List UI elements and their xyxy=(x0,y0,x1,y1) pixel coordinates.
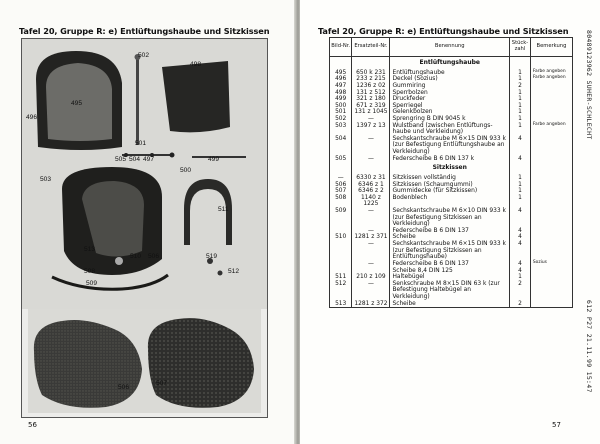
cell-stueckzahl: 1 xyxy=(510,123,531,136)
cell-bemerkung xyxy=(530,103,572,110)
table-row xyxy=(330,281,573,301)
callout-512: 512 xyxy=(228,268,240,275)
cell-benennung: Entlüftungshaube xyxy=(390,70,510,77)
cell-bemerkung xyxy=(530,195,572,208)
table-row xyxy=(330,156,573,163)
cell-stueckzahl: 2 xyxy=(510,83,531,90)
callout-509: 509 xyxy=(86,280,98,287)
cell-bild-nr xyxy=(330,241,352,261)
cell-benennung: Federscheibe B 6 DIN 137 k xyxy=(390,156,510,163)
cell-ersatzteil-nr: — xyxy=(352,156,390,163)
cell-stueckzahl: 4 xyxy=(510,234,531,241)
cell-bild-nr: 509 xyxy=(330,208,352,228)
cell-bemerkung xyxy=(530,182,572,189)
cell-benennung: Scheibe 8,4 DIN 125 xyxy=(390,268,510,275)
cell-ersatzteil-nr: 321 z 180 xyxy=(352,96,390,103)
cell-ersatzteil-nr: — xyxy=(352,136,390,156)
cell-benennung: Sperriegel xyxy=(390,103,510,110)
cell-bemerkung: Farbe angeben xyxy=(530,123,572,136)
side-stamp-a: 80489123962 SUHER-SCHLECHT xyxy=(585,30,593,140)
cell-ersatzteil-nr: 6346 z 2 xyxy=(352,188,390,195)
cell-ersatzteil-nr: 210 z 109 xyxy=(352,274,390,281)
cell-benennung: Scheibe xyxy=(390,301,510,308)
callout-506-small: 506 xyxy=(148,253,160,260)
cell-benennung: Gummidecke (für Sitzkissen) xyxy=(390,188,510,195)
callout-508: 508 xyxy=(84,268,96,275)
cell-bemerkung xyxy=(530,156,572,163)
cell-benennung: Gummiring xyxy=(390,83,510,90)
cell-bild-nr xyxy=(330,268,352,275)
cell-benennung: Sechskantschraube M 6×15 DIN 933 k (zur Befestigung Entlüftungshaube an Verkleidung) xyxy=(390,136,510,156)
cell-ersatzteil-nr: 233 z 215 xyxy=(352,76,390,83)
cell-benennung: Sechskantschraube M 6×15 DIN 933 k (zur Befestigung Sitzkissen an Entlüftungshaube) xyxy=(390,241,510,261)
header-bild: Bild-Nr. xyxy=(330,38,352,57)
cell-bild-nr: 498 xyxy=(330,90,352,97)
header-ersatz: Ersatzteil-Nr. xyxy=(352,38,390,57)
right-page-title: Tafel 20, Gruppe R: e) Entlüftungshaube und Sitzkissen xyxy=(318,26,569,36)
cell-benennung: Sperrbolzen xyxy=(390,90,510,97)
table-row xyxy=(330,182,573,189)
cell-ersatzteil-nr: — xyxy=(352,241,390,261)
cell-ersatzteil-nr: 131 z 1045 xyxy=(352,109,390,116)
callout-505: 505 xyxy=(115,156,127,163)
cell-bemerkung xyxy=(530,241,572,261)
cell-bemerkung xyxy=(530,175,572,182)
cell-benennung: Sechskantschraube M 6×10 DIN 933 k (zur Befestigung Sitzkissen an Verkleidung) xyxy=(390,208,510,228)
cell-benennung: Sitzkissen (Schaumgummi) xyxy=(390,182,510,189)
cell-bild-nr: — xyxy=(330,175,352,182)
cell-ersatzteil-nr: 1281 z 372 xyxy=(352,301,390,308)
cell-bemerkung xyxy=(530,96,572,103)
table-row xyxy=(330,96,573,103)
table-row xyxy=(330,228,573,235)
callout-501: 501 xyxy=(135,140,147,147)
right-page-number: 57 xyxy=(552,421,561,429)
cell-bemerkung xyxy=(530,281,572,301)
section-title-haube: Entlüftungshaube xyxy=(390,57,510,70)
cell-benennung: Bodenblech xyxy=(390,195,510,208)
table-row xyxy=(330,274,573,281)
table-row xyxy=(330,175,573,182)
cell-bemerkung xyxy=(530,90,572,97)
cell-ersatzteil-nr: 1281 z 371 xyxy=(352,234,390,241)
table-row xyxy=(330,195,573,208)
cell-stueckzahl: 4 xyxy=(510,228,531,235)
cell-bemerkung xyxy=(530,188,572,195)
cell-bemerkung: Sozius xyxy=(530,261,572,268)
cell-bild-nr: 503 xyxy=(330,123,352,136)
cell-stueckzahl: 1 xyxy=(510,109,531,116)
cell-ersatzteil-nr: — xyxy=(352,228,390,235)
cell-stueckzahl: 4 xyxy=(510,136,531,156)
callout-495: 495 xyxy=(71,100,83,107)
section-row-sitz xyxy=(330,162,573,175)
cell-stueckzahl: 4 xyxy=(510,156,531,163)
cell-bild-nr: 513 xyxy=(330,301,352,308)
header-stueck: Stück-zahl xyxy=(510,38,531,57)
cell-bild-nr: 496 xyxy=(330,76,352,83)
cell-stueckzahl: 4 xyxy=(510,241,531,261)
cell-bild-nr: 495 xyxy=(330,70,352,77)
callout-506: 506 xyxy=(118,384,130,391)
header-bemerkung: Bemerkung xyxy=(530,38,572,57)
left-page-number: 56 xyxy=(28,421,37,429)
parts-table-body xyxy=(330,57,573,308)
cell-benennung: Federscheibe B 6 DIN 137 xyxy=(390,261,510,268)
cell-bild-nr xyxy=(330,261,352,268)
cell-ersatzteil-nr: 1236 z 02 xyxy=(352,83,390,90)
cell-bemerkung xyxy=(530,208,572,228)
cell-bild-nr: 502 xyxy=(330,116,352,123)
cell-benennung: Haltebügel xyxy=(390,274,510,281)
cell-benennung: Senkschraube M 8×15 DIN 63 k (zur Befestigung Haltebügel an Verkleidung) xyxy=(390,281,510,301)
cell-bild-nr: 507 xyxy=(330,188,352,195)
table-row xyxy=(330,123,573,136)
cell-stueckzahl: 1 xyxy=(510,175,531,182)
callout-502: 502 xyxy=(138,52,150,59)
cell-stueckzahl: 1 xyxy=(510,188,531,195)
callout-503: 503 xyxy=(40,176,52,183)
cell-bild-nr: 505 xyxy=(330,156,352,163)
cell-benennung: Deckel (Sozius) xyxy=(390,76,510,83)
side-stamp-b: 612 P27 21.11.99 15:47 xyxy=(585,300,593,393)
cell-stueckzahl: 1 xyxy=(510,70,531,77)
cell-benennung: Gelenkbolzen xyxy=(390,109,510,116)
callout-519: 519 xyxy=(206,253,218,260)
cell-bemerkung xyxy=(530,234,572,241)
left-page-title: Tafel 20, Gruppe R: e) Entlüftungshaube und Sitzkissen xyxy=(19,26,270,36)
cell-stueckzahl: 2 xyxy=(510,281,531,301)
cell-benennung: Sprengring B DIN 9045 k xyxy=(390,116,510,123)
cell-stueckzahl: 1 xyxy=(510,103,531,110)
callout-511: 511 xyxy=(218,206,229,213)
cell-benennung: Sitzkissen vollständig xyxy=(390,175,510,182)
cell-benennung: Federscheibe B 6 DIN 137 xyxy=(390,228,510,235)
cell-bild-nr: 500 xyxy=(330,103,352,110)
table-row xyxy=(330,76,573,83)
cell-stueckzahl: 1 xyxy=(510,182,531,189)
cell-bild-nr: 511 xyxy=(330,274,352,281)
table-row xyxy=(330,188,573,195)
cell-ersatzteil-nr: — xyxy=(352,208,390,228)
callout-499: 499 xyxy=(208,156,220,163)
table-row xyxy=(330,234,573,241)
cell-ersatzteil-nr: 1140 z 1225 xyxy=(352,195,390,208)
cell-bild-nr: 504 xyxy=(330,136,352,156)
cell-ersatzteil-nr: 6330 z 31 xyxy=(352,175,390,182)
cell-bild-nr: 501 xyxy=(330,109,352,116)
cell-ersatzteil-nr: 6346 z 1 xyxy=(352,182,390,189)
cell-bemerkung xyxy=(530,136,572,156)
cell-bild-nr: 512 xyxy=(330,281,352,301)
table-row xyxy=(330,261,573,268)
callout-504: 504 xyxy=(129,156,141,163)
cell-bild-nr: 499 xyxy=(330,96,352,103)
table-header-row xyxy=(330,38,573,57)
cell-bild-nr: 506 xyxy=(330,182,352,189)
cell-stueckzahl: 1 xyxy=(510,96,531,103)
cell-stueckzahl: 1 xyxy=(510,274,531,281)
cell-bild-nr: 510 xyxy=(330,234,352,241)
cell-benennung: Scheibe xyxy=(390,234,510,241)
cell-bild-nr: 497 xyxy=(330,83,352,90)
cell-bemerkung: Farbe angeben xyxy=(530,70,572,77)
table-row xyxy=(330,268,573,275)
cell-ersatzteil-nr: 650 k 231 xyxy=(352,70,390,77)
cell-bemerkung xyxy=(530,83,572,90)
section-title-sitz: Sitzkissen xyxy=(390,162,510,175)
cell-bemerkung xyxy=(530,228,572,235)
parts-illustration xyxy=(22,39,267,417)
cell-stueckzahl: 1 xyxy=(510,90,531,97)
callout-496: 496 xyxy=(26,114,38,121)
cell-bemerkung xyxy=(530,274,572,281)
callout-507: 507 xyxy=(156,380,168,387)
section-row-haube xyxy=(330,57,573,70)
right-page xyxy=(300,0,600,444)
parts-table xyxy=(329,37,573,308)
cell-ersatzteil-nr xyxy=(352,268,390,275)
cell-bemerkung xyxy=(530,268,572,275)
cell-ersatzteil-nr: 1397 z 13 xyxy=(352,123,390,136)
cell-stueckzahl: 2 xyxy=(510,301,531,308)
callout-498: 498 xyxy=(190,61,202,68)
cell-stueckzahl: 1 xyxy=(510,195,531,208)
header-benennung: Benennung xyxy=(390,38,510,57)
table-row xyxy=(330,301,573,308)
table-row xyxy=(330,109,573,116)
callout-510: 510 xyxy=(130,253,142,260)
table-row xyxy=(330,90,573,97)
cell-ersatzteil-nr: — xyxy=(352,281,390,301)
table-row xyxy=(330,208,573,228)
callout-497: 497 xyxy=(143,156,155,163)
cell-ersatzteil-nr: 671 z 319 xyxy=(352,103,390,110)
cell-bild-nr xyxy=(330,228,352,235)
cell-benennung: Wulstband (zwischen Entlüftungs-haube und Verkleidung) xyxy=(390,123,510,136)
cell-ersatzteil-nr: — xyxy=(352,261,390,268)
cell-ersatzteil-nr: 131 z 512 xyxy=(352,90,390,97)
cell-bemerkung xyxy=(530,109,572,116)
cell-stueckzahl: 1 xyxy=(510,76,531,83)
callout-513: 513 xyxy=(84,246,96,253)
table-row xyxy=(330,83,573,90)
cell-bild-nr: 508 xyxy=(330,195,352,208)
cell-stueckzahl: 4 xyxy=(510,208,531,228)
left-page xyxy=(0,0,296,444)
cell-stueckzahl: 4 xyxy=(510,261,531,268)
parts-photo xyxy=(21,38,268,418)
table-row xyxy=(330,103,573,110)
cell-benennung: Druckfeder xyxy=(390,96,510,103)
cell-stueckzahl: 4 xyxy=(510,268,531,275)
table-row xyxy=(330,241,573,261)
cell-ersatzteil-nr: — xyxy=(352,116,390,123)
callout-500: 500 xyxy=(180,167,192,174)
cell-bemerkung: Farbe angeben xyxy=(530,76,572,83)
cell-stueckzahl: 1 xyxy=(510,116,531,123)
table-row xyxy=(330,136,573,156)
cell-bemerkung xyxy=(530,301,572,308)
